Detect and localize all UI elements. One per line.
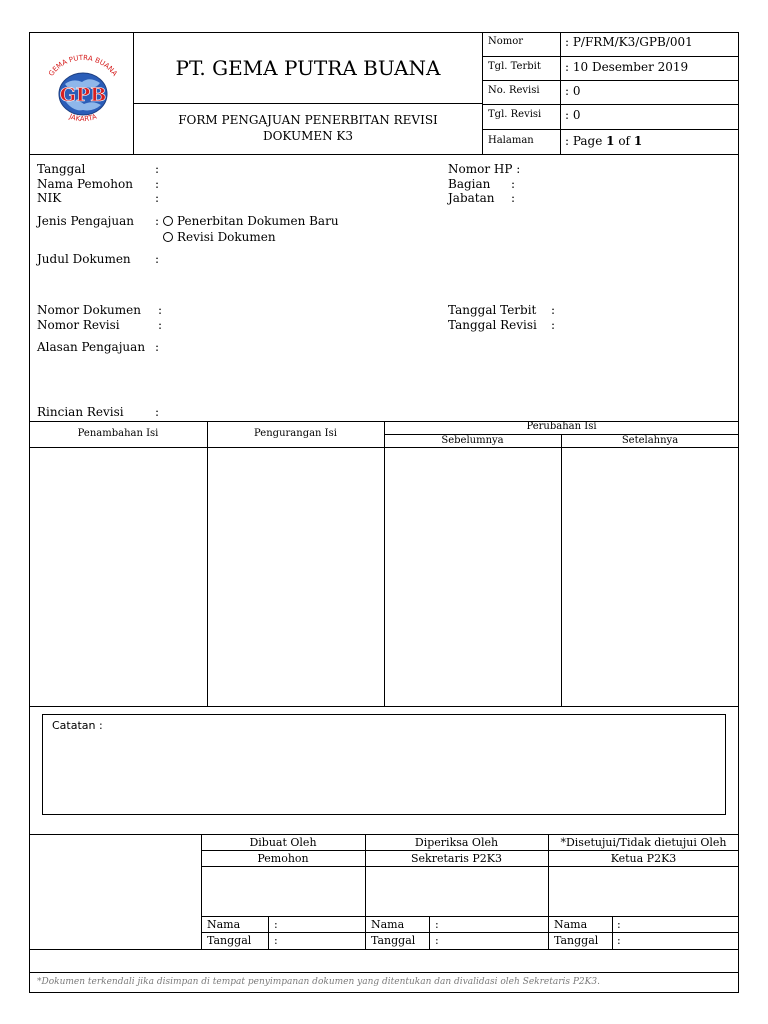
sig-table-top (29, 834, 739, 835)
sig1-nama-colon: : (274, 918, 278, 931)
form-title: FORM PENGAJUAN PENERBITAN REVISI DOKUMEN K3 (178, 113, 438, 143)
cell-setelahnya[interactable] (562, 448, 738, 706)
label-tanggal-terbit: Tanggal Terbit (448, 303, 537, 317)
label-jenis-pengajuan: Jenis Pengajuan (37, 214, 134, 228)
sig-role-ketua: Ketua P2K3 (610, 852, 677, 865)
sig2-tanggal-label: Tanggal (371, 934, 416, 947)
label-tanggal: Tanggal (37, 162, 86, 176)
sig-role-pemohon: Pemohon (257, 852, 309, 865)
colon-judul-dokumen: : (155, 252, 160, 266)
meta-value-nomor: : P/FRM/K3/GPB/001 (565, 35, 693, 49)
col-sebelumnya: Sebelumnya (441, 435, 504, 446)
colon-rincian-revisi: : (155, 405, 160, 419)
sig3-nama-label: Nama (554, 918, 588, 931)
colon-tanggal-revisi: : (551, 318, 556, 332)
meta-row-line-3 (482, 104, 739, 105)
colon-tanggal: : (155, 162, 160, 176)
col-penambahan-isi: Penambahan Isi (77, 428, 159, 439)
meta-row-line-1 (482, 56, 739, 57)
sig3-nama-colon: : (617, 918, 621, 931)
sig-v-colon-1 (268, 916, 269, 949)
sig-table-bottom (29, 949, 739, 950)
colon-jenis-pengajuan: : (155, 214, 160, 228)
meta-label-halaman: Halaman (488, 135, 534, 146)
colon-nomor-revisi: : (158, 318, 163, 332)
sig2-nama-colon: : (435, 918, 439, 931)
radio-revisi-icon[interactable] (163, 232, 173, 242)
colon-nomor-dokumen: : (158, 303, 163, 317)
option-revisi-label: Revisi Dokumen (177, 230, 276, 244)
cell-sebelumnya[interactable] (385, 448, 561, 706)
company-name: PT. GEMA PUTRA BUANA (175, 56, 441, 80)
company-logo (38, 54, 128, 130)
sig-header-line (201, 850, 739, 851)
label-tanggal-revisi: Tanggal Revisi (448, 318, 537, 332)
sig3-tanggal-label: Tanggal (554, 934, 599, 947)
colon-nama-pemohon: : (155, 177, 160, 191)
meta-label-tgl-revisi: Tgl. Revisi (488, 109, 542, 120)
notes-box[interactable] (42, 714, 726, 815)
sig-v-colon-2 (429, 916, 430, 949)
meta-label-tgl-terbit: Tgl. Terbit (488, 61, 541, 72)
logo-initials: GPB (59, 84, 107, 106)
sig-name-line (201, 916, 739, 917)
label-judul-dokumen: Judul Dokumen (37, 252, 131, 266)
signature-area-pemohon[interactable] (202, 867, 365, 916)
sig2-tanggal-colon: : (435, 934, 439, 947)
label-nik: NIK (37, 191, 62, 205)
sig3-tanggal-colon: : (617, 934, 621, 947)
sig-v-colon-3 (612, 916, 613, 949)
meta-row-line-4 (482, 129, 739, 130)
signature-area-sekretaris[interactable] (366, 867, 548, 916)
sig-header-diperiksa-oleh: Diperiksa Oleh (414, 836, 499, 849)
colon-alasan-pengajuan: : (155, 340, 160, 354)
meta-value-tgl-terbit: : 10 Desember 2019 (565, 60, 689, 74)
col-setelahnya: Setelahnya (621, 435, 679, 446)
colon-tanggal-terbit: : (551, 303, 556, 317)
col-perubahan-isi: Perubahan Isi (526, 421, 597, 432)
label-nama-pemohon: Nama Pemohon (37, 177, 133, 191)
meta-label-no-revisi: No. Revisi (488, 85, 540, 96)
signature-area-ketua[interactable] (549, 867, 739, 916)
header-divider-bottom (29, 154, 739, 155)
logo-ring-bottom: JAKARTA (68, 112, 98, 124)
footer-note: *Dokumen terkendali jika disimpan di tempat penyimpanan dokumen yang ditentukan dan divalidasi oleh Sekretaris P2K3. (37, 977, 600, 987)
label-jabatan: Jabatan (448, 191, 495, 205)
radio-penerbitan-icon[interactable] (163, 216, 173, 226)
notes-label: Catatan : (52, 719, 103, 732)
sig1-nama-label: Nama (207, 918, 241, 931)
label-nomor-dokumen: Nomor Dokumen (37, 303, 141, 317)
rev-table-bottom (29, 706, 739, 707)
footer-top-line (29, 972, 739, 973)
sig2-nama-label: Nama (371, 918, 405, 931)
cell-penambahan-isi[interactable] (30, 448, 207, 706)
sig-role-sekretaris: Sekretaris P2K3 (411, 852, 502, 865)
sig-header-disetujui-oleh: *Disetujui/Tidak dietujui Oleh (560, 836, 727, 849)
label-nomor-hp: Nomor HP : (448, 162, 521, 176)
cell-pengurangan-isi[interactable] (208, 448, 384, 706)
option-penerbitan-dokumen-baru[interactable] (163, 214, 339, 228)
meta-value-halaman: : Page 1 of 1 (565, 134, 643, 148)
header-divider-title (133, 103, 483, 104)
meta-value-no-revisi: : 0 (565, 84, 581, 98)
label-nomor-revisi: Nomor Revisi (37, 318, 120, 332)
colon-bagian: : (511, 177, 516, 191)
header-divider-meta (482, 32, 483, 155)
label-alasan-pengajuan: Alasan Pengajuan (37, 340, 146, 354)
meta-label-nomor: Nomor (488, 36, 524, 47)
colon-nik: : (155, 191, 160, 205)
label-rincian-revisi: Rincian Revisi (37, 405, 124, 419)
meta-divider-value (560, 32, 561, 155)
sig-date-line (201, 932, 739, 933)
logo-ring-top: GEMA PUTRA BUANA (47, 54, 119, 78)
option-revisi-dokumen[interactable] (163, 230, 276, 244)
meta-row-line-2 (482, 80, 739, 81)
option-penerbitan-label: Penerbitan Dokumen Baru (177, 214, 339, 228)
header-divider-logo (133, 32, 134, 155)
sig-header-dibuat-oleh: Dibuat Oleh (249, 836, 317, 849)
label-bagian: Bagian (448, 177, 491, 191)
col-pengurangan-isi: Pengurangan Isi (254, 428, 337, 439)
sig1-tanggal-label: Tanggal (207, 934, 252, 947)
colon-jabatan: : (511, 191, 516, 205)
meta-value-tgl-revisi: : 0 (565, 108, 581, 122)
sig1-tanggal-colon: : (274, 934, 278, 947)
